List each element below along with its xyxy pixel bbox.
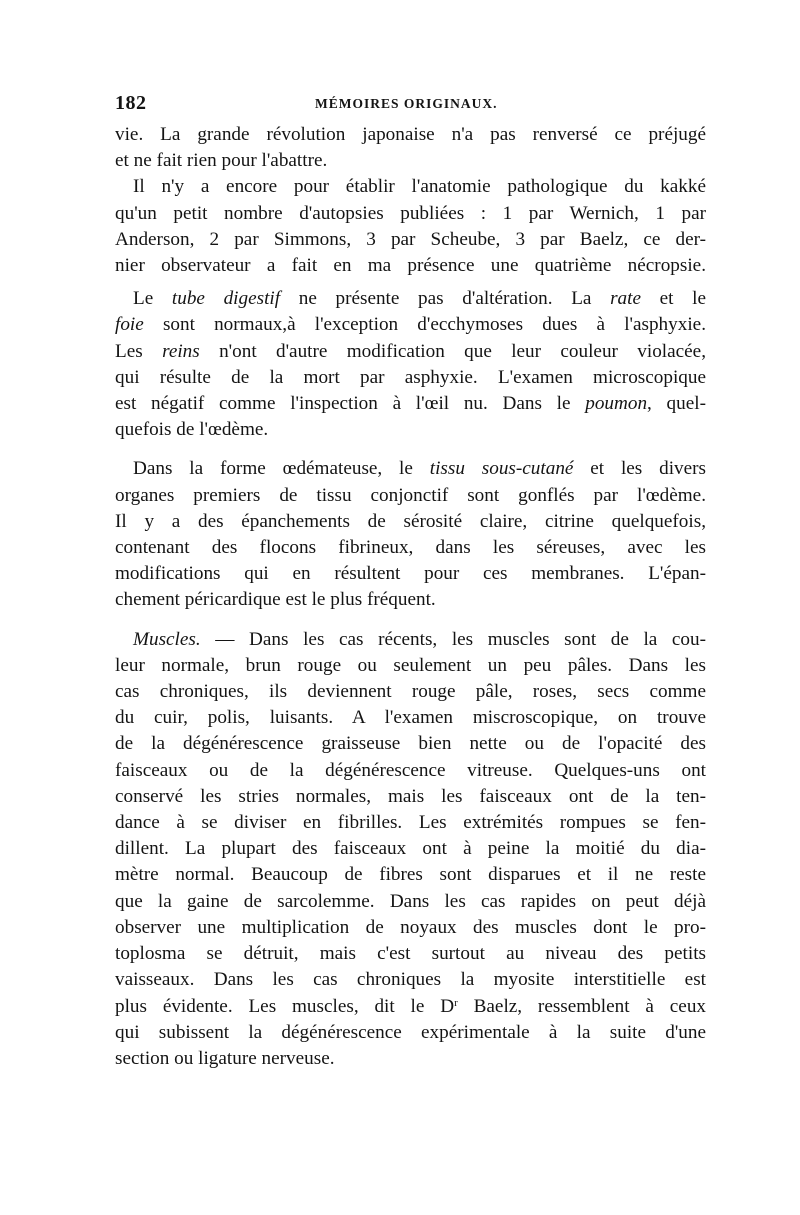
text-line — [115, 535, 706, 561]
text-segment: mètre normal. Beaucoup de fibres sont disparues et il ne reste — [115, 864, 706, 886]
text-segment: Baelz, ressemblent à ceux — [457, 995, 706, 1017]
text-segment: Dans la forme œdémateuse, le — [133, 458, 430, 480]
text-line — [115, 915, 706, 941]
text-segment: n'ont d'autre modification que leur couleur violacée, — [199, 340, 706, 362]
text-line: vie. La grande révolution japonaise n'a pas renversé ce préjugé — [115, 124, 706, 145]
text-line — [115, 836, 706, 862]
paragraph — [115, 286, 706, 443]
text-line: nier observateur a fait en ma présence une quatrième nécropsie. — [115, 255, 706, 277]
text-line — [115, 483, 706, 509]
text-segment: Le — [133, 288, 172, 310]
text-segment: , quel- — [647, 393, 706, 415]
italic-term: reins — [162, 340, 200, 362]
text-segment: toplosma se détruit, mais c'est surtout au niveau des petits — [115, 943, 706, 965]
italic-term: foie — [115, 314, 144, 336]
body-text — [115, 122, 706, 1072]
text-line — [115, 365, 706, 391]
text-line: Anderson, 2 par Simmons, 3 par Scheube, 3 par Baelz, ce der- — [115, 228, 706, 250]
italic-term: rate — [610, 288, 642, 310]
text-segment: ne présente pas d'altération. La — [280, 288, 611, 310]
text-segment: section ou ligature nerveuse. — [115, 1047, 335, 1069]
superscript: r — [454, 996, 458, 1009]
text-segment: modifications qui en résultent pour ces membranes. L'épan- — [115, 563, 706, 585]
text-segment: chement péricardique est le plus fréquent. — [115, 589, 436, 611]
text-line — [115, 679, 706, 705]
text-segment: et les divers — [573, 458, 706, 480]
text-segment: quefois de l'œdème. — [115, 419, 269, 441]
text-line — [115, 456, 706, 482]
text-line — [115, 758, 706, 784]
page-number: 182 — [115, 92, 147, 114]
text-line — [115, 810, 706, 836]
text-line — [115, 339, 706, 365]
text-line — [115, 627, 706, 653]
text-segment: dance à se diviser en fibrilles. Les extrémités rompues se fen- — [115, 812, 706, 834]
text-segment: faisceaux ou de la dégénérescence vitreuse. Quelques-uns ont — [115, 759, 706, 781]
text-segment: et le — [641, 288, 706, 310]
text-line — [115, 286, 706, 312]
text-segment: que la gaine de sarcolemme. Dans les cas rapides on peut déjà — [115, 890, 706, 912]
page-header — [115, 92, 706, 122]
italic-term: tissu sous-cutané — [429, 458, 574, 480]
paragraph — [115, 627, 706, 1072]
italic-term: Muscles. — [133, 628, 201, 650]
text-line — [115, 1020, 706, 1046]
text-line — [115, 587, 706, 613]
text-line — [115, 941, 706, 967]
text-segment: leur normale, brun rouge ou seulement un peu pâles. Dans les — [115, 654, 706, 676]
paragraph — [115, 174, 706, 279]
text-line — [115, 705, 706, 731]
italic-term: tube digestif — [171, 288, 281, 310]
text-segment: sont normaux,à l'exception d'ecchymoses dues à l'asphyxie. — [143, 314, 706, 336]
text-line: qu'un petit nombre d'autopsies publiées : 1 par Wernich, 1 par — [115, 202, 706, 224]
text-segment: Les — [115, 340, 163, 362]
text-segment: est négatif comme l'inspection à l'œil nu. Dans le — [115, 393, 586, 415]
text-line — [115, 312, 706, 338]
text-line: et ne fait rien pour l'abattre. — [115, 150, 328, 172]
text-line — [115, 967, 706, 993]
text-line — [115, 417, 706, 443]
text-line — [115, 731, 706, 757]
text-segment: contenant des flocons fibrineux, dans les séreuses, avec les — [115, 537, 706, 559]
text-segment: observer une multiplication de noyaux des muscles dont le pro- — [115, 916, 706, 938]
text-segment: dillent. La plupart des faisceaux ont à peine la moitié du dia- — [115, 838, 706, 860]
paragraph — [115, 122, 706, 174]
text-segment: organes premiers de tissu conjonctif sont gonflés par l'œdème. — [115, 484, 706, 506]
text-line — [115, 1046, 706, 1072]
text-line: Il n'y a encore pour établir l'anatomie pathologique du kakké — [133, 176, 706, 198]
text-line — [115, 862, 706, 888]
text-segment: Il y a des épanchements de sérosité claire, citrine quelquefois, — [115, 510, 706, 532]
text-segment: cas chroniques, ils deviennent rouge pâle, roses, secs comme — [115, 681, 706, 703]
text-line — [115, 784, 706, 810]
text-segment: de la dégénérescence graisseuse bien nette ou de l'opacité des — [115, 733, 706, 755]
text-segment: conservé les stries normales, mais les faisceaux ont de la ten- — [115, 785, 706, 807]
text-segment: plus évidente. Les muscles, dit le D — [115, 995, 455, 1017]
text-line — [115, 994, 706, 1020]
text-line — [115, 561, 706, 587]
text-line — [115, 391, 706, 417]
italic-term: poumon — [585, 393, 648, 415]
text-line — [115, 653, 706, 679]
text-segment: du cuir, polis, luisants. A l'examen miscroscopique, on trouve — [115, 707, 706, 729]
text-segment: qui subissent la dégénérescence expérimentale à la suite d'une — [115, 1021, 706, 1043]
text-line — [115, 509, 706, 535]
text-line — [115, 889, 706, 915]
paragraph — [115, 456, 706, 613]
text-segment: — Dans les cas récents, les muscles sont de la cou- — [200, 628, 706, 650]
text-segment: qui résulte de la mort par asphyxie. L'examen microscopique — [115, 366, 706, 388]
running-head: MÉMOIRES ORIGINAUX. — [315, 96, 498, 111]
text-segment: vaisseaux. Dans les cas chroniques la myosite interstitielle est — [115, 969, 706, 991]
